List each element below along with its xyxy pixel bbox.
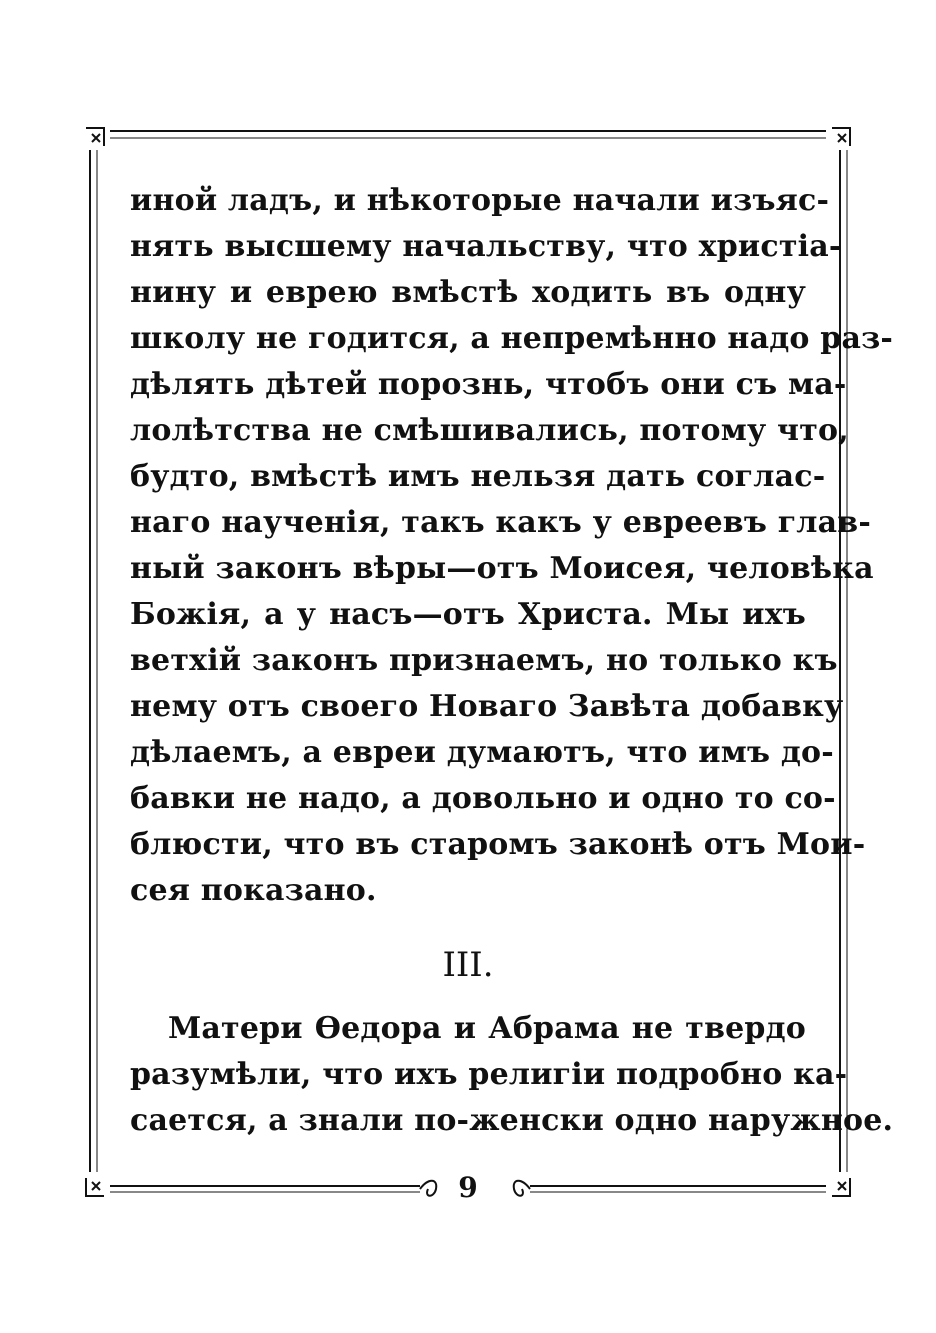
- text-line: иной ладъ, и нѣкоторые начали изъяс-: [130, 183, 830, 218]
- text-line: бавки не надо, а довольно и одно то со-: [130, 781, 836, 816]
- text-line: лолѣтства не смѣшивались, потому что,: [130, 413, 849, 448]
- text-line: школу не годится, а непремѣнно надо раз-: [130, 321, 894, 356]
- text-line: сается, а знали по-женски одно наружное.: [130, 1103, 894, 1138]
- corner-ornament-top-right: [832, 128, 850, 146]
- page-number-flourish-right: [514, 1181, 530, 1196]
- text-line: дѣлаемъ, а евреи думаютъ, что имъ до-: [130, 735, 834, 770]
- text-line: нять высшему начальству, что христіа-: [130, 229, 842, 264]
- corner-ornament-top-left: [86, 128, 104, 146]
- page-number-flourish-left: [420, 1181, 436, 1196]
- text-line: разумѣли, что ихъ религіи подробно ка-: [130, 1057, 848, 1092]
- text-line: Божія, а у насъ—отъ Христа. Мы ихъ: [130, 597, 806, 632]
- text-line: будто, вмѣстѣ имъ нельзя дать соглас-: [130, 459, 826, 494]
- paragraph-1: [130, 178, 894, 914]
- paragraph-2: [130, 1006, 894, 1144]
- text-line: ветхій законъ признаемъ, но только къ: [130, 643, 838, 678]
- text-line: нему отъ своего Новаго Завѣта добавку: [130, 689, 844, 724]
- text-line: сея показано.: [130, 873, 377, 908]
- section-heading: III.: [442, 945, 494, 985]
- text-line: ный законъ вѣры—отъ Моисея, человѣка: [130, 551, 874, 586]
- text-line: блюсти, что въ старомъ законѣ отъ Мои-: [130, 827, 866, 862]
- corner-ornament-bottom-left: [86, 1178, 104, 1196]
- text-line: Матери Өедора и Абрама не твердо: [168, 1011, 806, 1046]
- corner-ornament-bottom-right: [832, 1178, 850, 1196]
- text-line: наго наученія, такъ какъ у евреевъ глав-: [130, 505, 871, 540]
- page-number: 9: [448, 1170, 488, 1206]
- text-line: дѣлять дѣтей порознь, чтобъ они съ ма-: [130, 367, 847, 402]
- text-line: нину и еврею вмѣстѣ ходить въ одну: [130, 275, 806, 310]
